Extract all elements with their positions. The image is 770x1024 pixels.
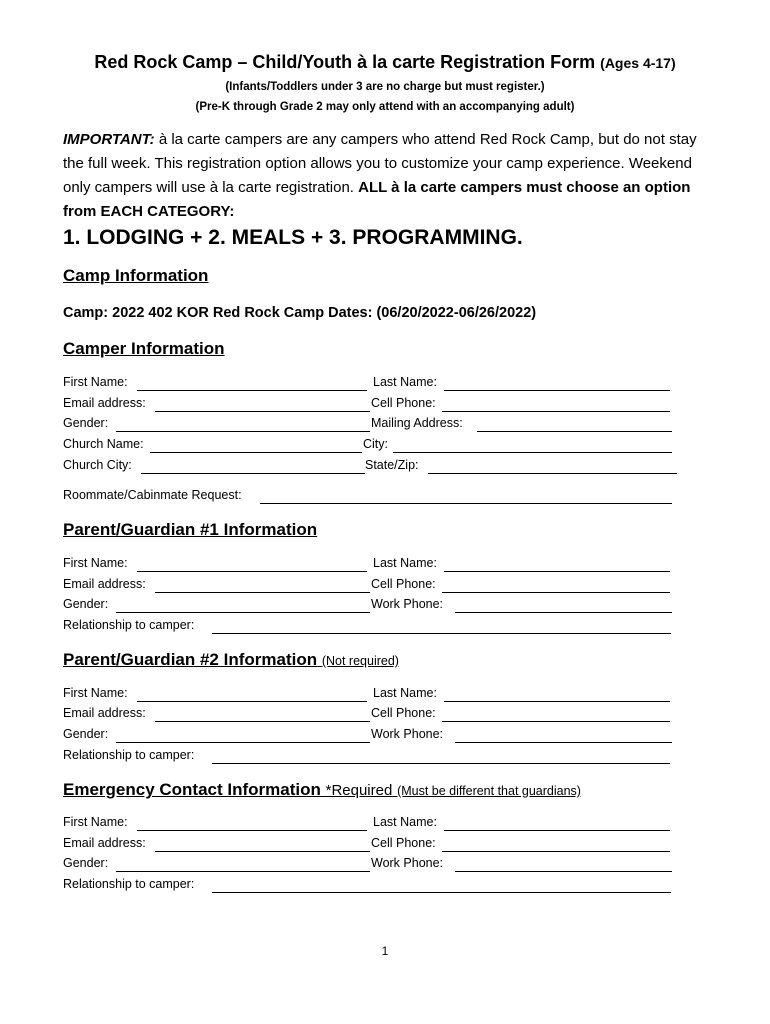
intro-paragraph: IMPORTANT: à la carte campers are any campers who attend Red Rock Camp, but do not stay the full week. This registration option allows you to customize your camp experience. Weekend only campers will use à la carte registration. ALL à la carte campers must choose an option from EACH CATEGORY: <box>63 131 697 220</box>
camp-dates-line: Camp: 2022 402 KOR Red Rock Camp Dates: (06/20/2022-06/26/2022) <box>63 305 537 321</box>
required-marker: *Required <box>325 782 393 799</box>
camp-info-heading: Camp Information <box>63 266 209 285</box>
emergency-row-name <box>0 815 770 833</box>
email-label: Email address: <box>63 706 146 720</box>
infant-note: (Infants/Toddlers under 3 are no charge but must register.) <box>225 81 545 93</box>
first-name-label: First Name: <box>63 375 128 389</box>
last-name-label: Last Name: <box>373 815 437 829</box>
guardian1-email-field[interactable] <box>155 577 370 593</box>
guardian2-row-name <box>0 686 770 704</box>
roommate-label: Roommate/Cabinmate Request: <box>63 488 242 502</box>
important-label: IMPORTANT: <box>63 131 155 148</box>
prek-note: (Pre-K through Grade 2 may only attend with an accompanying adult) <box>195 101 575 113</box>
camper-city-field[interactable] <box>393 437 672 453</box>
gender-label: Gender: <box>63 597 109 611</box>
camper-row-email <box>0 396 770 414</box>
guardian2-last-name-field[interactable] <box>444 686 670 702</box>
guardian2-row-gender <box>0 727 770 745</box>
camper-row-church <box>0 437 770 455</box>
ages-note: (Ages 4-17) <box>600 55 676 71</box>
relationship-label: Relationship to camper: <box>63 748 195 762</box>
not-required-note: (Not required) <box>321 654 399 668</box>
first-name-label: First Name: <box>63 686 128 700</box>
work-phone-label: Work Phone: <box>371 727 444 741</box>
last-name-label: Last Name: <box>373 556 437 570</box>
emergency-cell-field[interactable] <box>442 836 670 852</box>
state-zip-label: State/Zip: <box>365 458 419 472</box>
emergency-heading: Emergency Contact Information *Required (Must be different that guardians) <box>63 780 581 799</box>
email-label: Email address: <box>63 396 146 410</box>
camper-first-name-field[interactable] <box>137 375 367 391</box>
camper-row-name <box>0 375 770 393</box>
guardian1-work-field[interactable] <box>455 597 672 613</box>
guardian1-relationship-field[interactable] <box>212 618 671 634</box>
emergency-relationship-field[interactable] <box>212 877 671 893</box>
camper-gender-field[interactable] <box>116 416 370 432</box>
guardian1-row-name <box>0 556 770 574</box>
email-label: Email address: <box>63 836 146 850</box>
guardian1-heading: Parent/Guardian #1 Information <box>63 520 318 539</box>
gender-label: Gender: <box>63 727 109 741</box>
guardian1-row-gender <box>0 597 770 615</box>
categories-heading: 1. LODGING + 2. MEALS + 3. PROGRAMMING. <box>63 226 523 249</box>
guardian1-row-relationship <box>0 618 770 636</box>
guardian2-heading: Parent/Guardian #2 Information (Not required) <box>63 650 399 669</box>
camper-church-name-field[interactable] <box>150 437 362 453</box>
guardian1-row-email <box>0 577 770 595</box>
category-instruction: ALL à la carte campers must choose an option from EACH CATEGORY: <box>63 179 691 220</box>
guardian2-work-field[interactable] <box>455 727 672 743</box>
roommate-request-field[interactable] <box>260 488 672 504</box>
camper-row-roommate <box>0 488 770 506</box>
guardian1-last-name-field[interactable] <box>444 556 670 572</box>
camper-church-city-field[interactable] <box>141 458 365 474</box>
emergency-email-field[interactable] <box>155 836 370 852</box>
camper-email-field[interactable] <box>155 396 370 412</box>
cell-phone-label: Cell Phone: <box>371 836 436 850</box>
emergency-last-name-field[interactable] <box>444 815 670 831</box>
emergency-first-name-field[interactable] <box>137 815 367 831</box>
work-phone-label: Work Phone: <box>371 597 444 611</box>
emergency-work-field[interactable] <box>455 856 672 872</box>
guardian2-cell-field[interactable] <box>442 706 670 722</box>
guardian2-email-field[interactable] <box>155 706 370 722</box>
cell-phone-label: Cell Phone: <box>371 396 436 410</box>
emergency-row-email <box>0 836 770 854</box>
gender-label: Gender: <box>63 416 109 430</box>
church-city-label: Church City: <box>63 458 132 472</box>
guardian2-gender-field[interactable] <box>116 727 370 743</box>
camper-row-church-city <box>0 458 770 476</box>
guardian2-relationship-field[interactable] <box>212 748 670 764</box>
cell-phone-label: Cell Phone: <box>371 706 436 720</box>
city-label: City: <box>363 437 388 451</box>
emergency-row-relationship <box>0 877 770 895</box>
last-name-label: Last Name: <box>373 375 437 389</box>
page-title: Red Rock Camp – Child/Youth à la carte Registration Form (Ages 4-17) <box>94 52 676 72</box>
relationship-label: Relationship to camper: <box>63 618 195 632</box>
guardian1-cell-field[interactable] <box>442 577 670 593</box>
mailing-address-label: Mailing Address: <box>371 416 463 430</box>
guardian2-row-relationship <box>0 748 770 766</box>
camper-last-name-field[interactable] <box>444 375 670 391</box>
camper-mailing-field[interactable] <box>477 416 672 432</box>
guardian1-first-name-field[interactable] <box>137 556 367 572</box>
camper-state-zip-field[interactable] <box>428 458 677 474</box>
work-phone-label: Work Phone: <box>371 856 444 870</box>
cell-phone-label: Cell Phone: <box>371 577 436 591</box>
last-name-label: Last Name: <box>373 686 437 700</box>
camper-info-heading: Camper Information <box>63 339 225 358</box>
page-number: 1 <box>381 944 389 958</box>
different-contact-note: (Must be different that guardians) <box>397 784 581 798</box>
church-name-label: Church Name: <box>63 437 144 451</box>
guardian2-first-name-field[interactable] <box>137 686 367 702</box>
camper-row-gender <box>0 416 770 434</box>
guardian1-gender-field[interactable] <box>116 597 370 613</box>
camper-cell-field[interactable] <box>442 396 670 412</box>
first-name-label: First Name: <box>63 556 128 570</box>
emergency-row-gender <box>0 856 770 874</box>
first-name-label: First Name: <box>63 815 128 829</box>
emergency-gender-field[interactable] <box>116 856 370 872</box>
relationship-label: Relationship to camper: <box>63 877 195 891</box>
gender-label: Gender: <box>63 856 109 870</box>
guardian2-row-email <box>0 706 770 724</box>
email-label: Email address: <box>63 577 146 591</box>
